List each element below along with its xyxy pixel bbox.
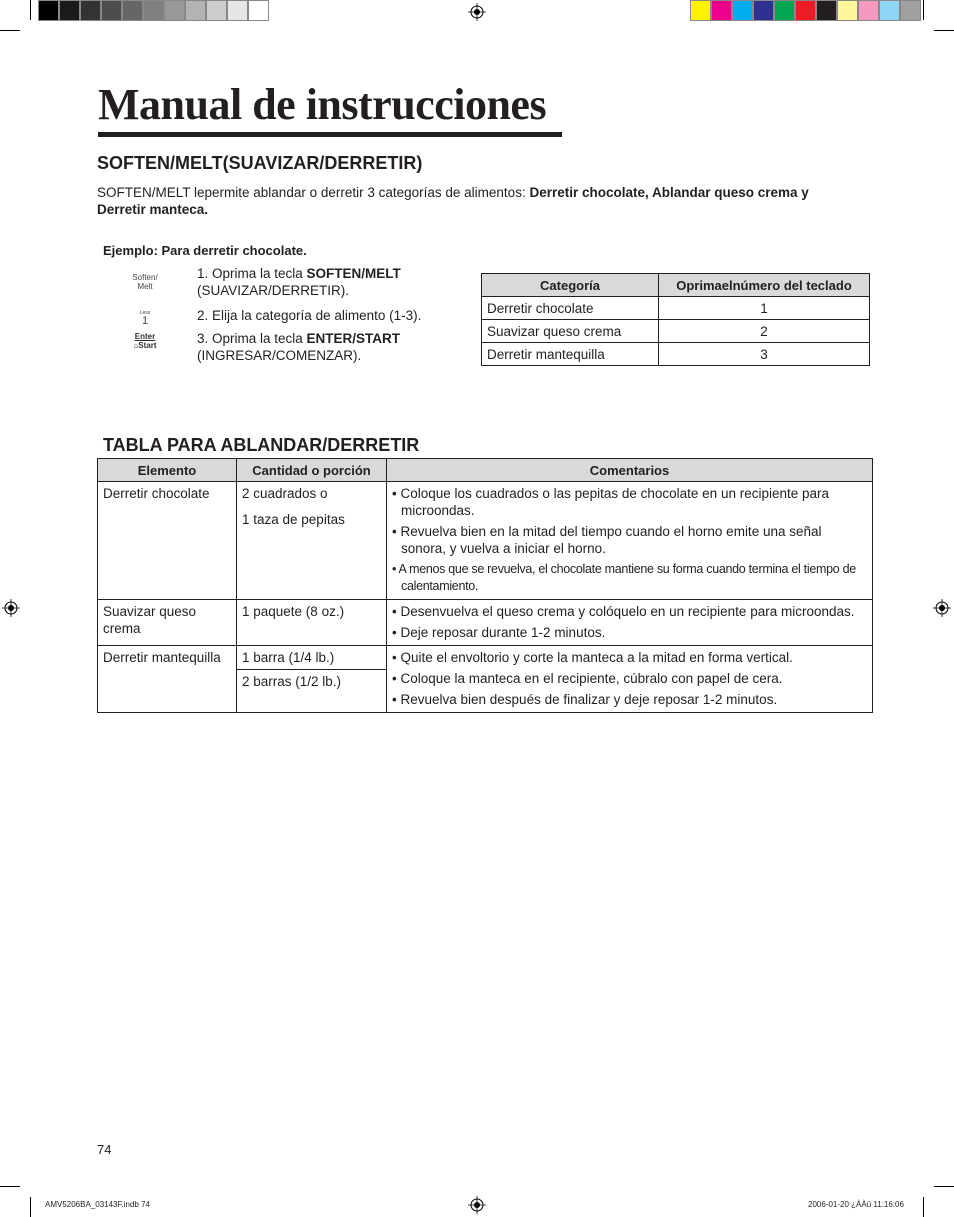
color-swatch bbox=[164, 0, 185, 21]
color-swatch bbox=[122, 0, 143, 21]
color-swatch bbox=[900, 0, 921, 21]
column-header: Oprimaelnúmero del teclado bbox=[659, 274, 870, 297]
table-cell: 2 cuadrados o 1 taza de pepitas bbox=[237, 482, 387, 600]
registration-mark-icon bbox=[468, 1196, 486, 1214]
color-swatch bbox=[101, 0, 122, 21]
table-cell: 1 barra (1/4 lb.) 2 barras (1/2 lb.) bbox=[237, 646, 387, 713]
table-cell bbox=[387, 482, 873, 600]
list-item: • Coloque la manteca en el recipiente, cúbralo con papel de cera. bbox=[392, 671, 783, 686]
color-swatch bbox=[858, 0, 879, 21]
step-3: 3. Oprima la tecla ENTER/START (INGRESAR/COMENZAR). bbox=[197, 331, 401, 363]
color-swatch bbox=[248, 0, 269, 21]
table-cell bbox=[387, 646, 873, 713]
registration-mark-icon bbox=[933, 599, 951, 617]
table-row bbox=[98, 600, 873, 646]
list-item: • Desenvuelva el queso crema y colóquelo en un recipiente para microondas. bbox=[392, 604, 855, 619]
number-one-key-icon: Less 1 bbox=[139, 310, 151, 327]
color-swatch bbox=[816, 0, 837, 21]
list-item: • Quite el envoltorio y corte la manteca a la mitad en forma vertical. bbox=[392, 650, 793, 665]
color-swatch bbox=[879, 0, 900, 21]
table-row bbox=[98, 646, 873, 713]
color-swatch bbox=[795, 0, 816, 21]
table-cell: Suavizar queso crema bbox=[98, 600, 237, 646]
registration-mark-icon bbox=[2, 599, 20, 617]
page-title: Manual de instrucciones bbox=[98, 80, 547, 129]
color-swatch bbox=[227, 0, 248, 21]
soften-melt-key-icon: Soften/ Melt bbox=[132, 273, 158, 291]
table-cell: 2 bbox=[659, 320, 870, 343]
table-header-row bbox=[98, 459, 873, 482]
title-underline bbox=[98, 132, 562, 137]
crop-mark bbox=[30, 1197, 31, 1217]
section-heading-soften-melt: SOFTEN/MELT(SUAVIZAR/DERRETIR) bbox=[97, 153, 423, 173]
registration-mark-icon bbox=[468, 3, 486, 21]
grayscale-bar bbox=[38, 0, 269, 21]
section-intro: SOFTEN/MELT lepermite ablandar o derretir 3 categorías de alimentos: Derretir chocolate, Ablandar queso crema y Derretir manteca. bbox=[97, 185, 809, 217]
color-swatch bbox=[59, 0, 80, 21]
footer-file-info: AMV5206BA_03143F.indb 74 bbox=[45, 1200, 150, 1209]
enter-start-key-icon: Enter ⌂Start bbox=[133, 332, 157, 350]
table-row bbox=[482, 343, 870, 366]
crop-mark bbox=[923, 1197, 924, 1217]
table-row bbox=[482, 297, 870, 320]
color-swatch bbox=[206, 0, 227, 21]
table-row bbox=[482, 320, 870, 343]
footer-timestamp: 2006-01-20 ¿ÀÀü 11:16:06 bbox=[808, 1200, 904, 1209]
table-cell: 3 bbox=[659, 343, 870, 366]
list-item: • Revuelva bien en la mitad del tiempo cuando el horno emite una señal sonora, y vuelva a iniciar el horno. bbox=[392, 524, 822, 556]
column-header: Comentarios bbox=[387, 459, 873, 482]
soften-melt-table bbox=[97, 458, 873, 713]
color-swatch bbox=[711, 0, 732, 21]
step-2: 2. Elija la categoría de alimento (1-3). bbox=[197, 308, 422, 323]
table-header-row bbox=[482, 274, 870, 297]
color-swatch bbox=[690, 0, 711, 21]
color-swatch bbox=[837, 0, 858, 21]
column-header: Elemento bbox=[98, 459, 237, 482]
table-cell bbox=[387, 600, 873, 646]
crop-mark bbox=[934, 1186, 954, 1187]
category-table bbox=[481, 273, 870, 366]
table-cell: Derretir chocolate bbox=[482, 297, 659, 320]
crop-mark bbox=[0, 30, 20, 31]
color-swatch bbox=[143, 0, 164, 21]
table-cell: 1 paquete (8 oz.) bbox=[237, 600, 387, 646]
list-item: • Coloque los cuadrados o las pepitas de chocolate en un recipiente para microondas. bbox=[392, 486, 830, 518]
color-bar bbox=[690, 0, 921, 21]
table-cell: Derretir mantequilla bbox=[98, 646, 237, 713]
color-swatch bbox=[774, 0, 795, 21]
step-1: 1. Oprima la tecla SOFTEN/MELT (SUAVIZAR/DERRETIR). bbox=[197, 266, 401, 298]
table-cell: 1 bbox=[659, 297, 870, 320]
color-swatch bbox=[753, 0, 774, 21]
column-header: Cantidad o porción bbox=[237, 459, 387, 482]
crop-mark bbox=[934, 30, 954, 31]
list-item: • A menos que se revuelva, el chocolate mantiene su forma cuando termina el tiempo de calentamiento. bbox=[392, 562, 856, 593]
color-swatch bbox=[732, 0, 753, 21]
column-header: Categoría bbox=[482, 274, 659, 297]
color-swatch bbox=[80, 0, 101, 21]
crop-mark bbox=[923, 0, 924, 20]
crop-mark bbox=[30, 0, 31, 20]
list-item: • Revuelva bien después de finalizar y deje reposar 1-2 minutos. bbox=[392, 692, 778, 707]
example-label: Ejemplo: Para derretir chocolate. bbox=[103, 243, 307, 258]
table-cell: Suavizar queso crema bbox=[482, 320, 659, 343]
color-swatch bbox=[38, 0, 59, 21]
table-row bbox=[98, 482, 873, 600]
table-cell: Derretir mantequilla bbox=[482, 343, 659, 366]
list-item: • Deje reposar durante 1-2 minutos. bbox=[392, 625, 606, 640]
table-cell: Derretir chocolate bbox=[98, 482, 237, 600]
page-number: 74 bbox=[97, 1142, 112, 1157]
color-swatch bbox=[185, 0, 206, 21]
section-heading-tabla: TABLA PARA ABLANDAR/DERRETIR bbox=[103, 435, 420, 455]
crop-mark bbox=[0, 1186, 20, 1187]
